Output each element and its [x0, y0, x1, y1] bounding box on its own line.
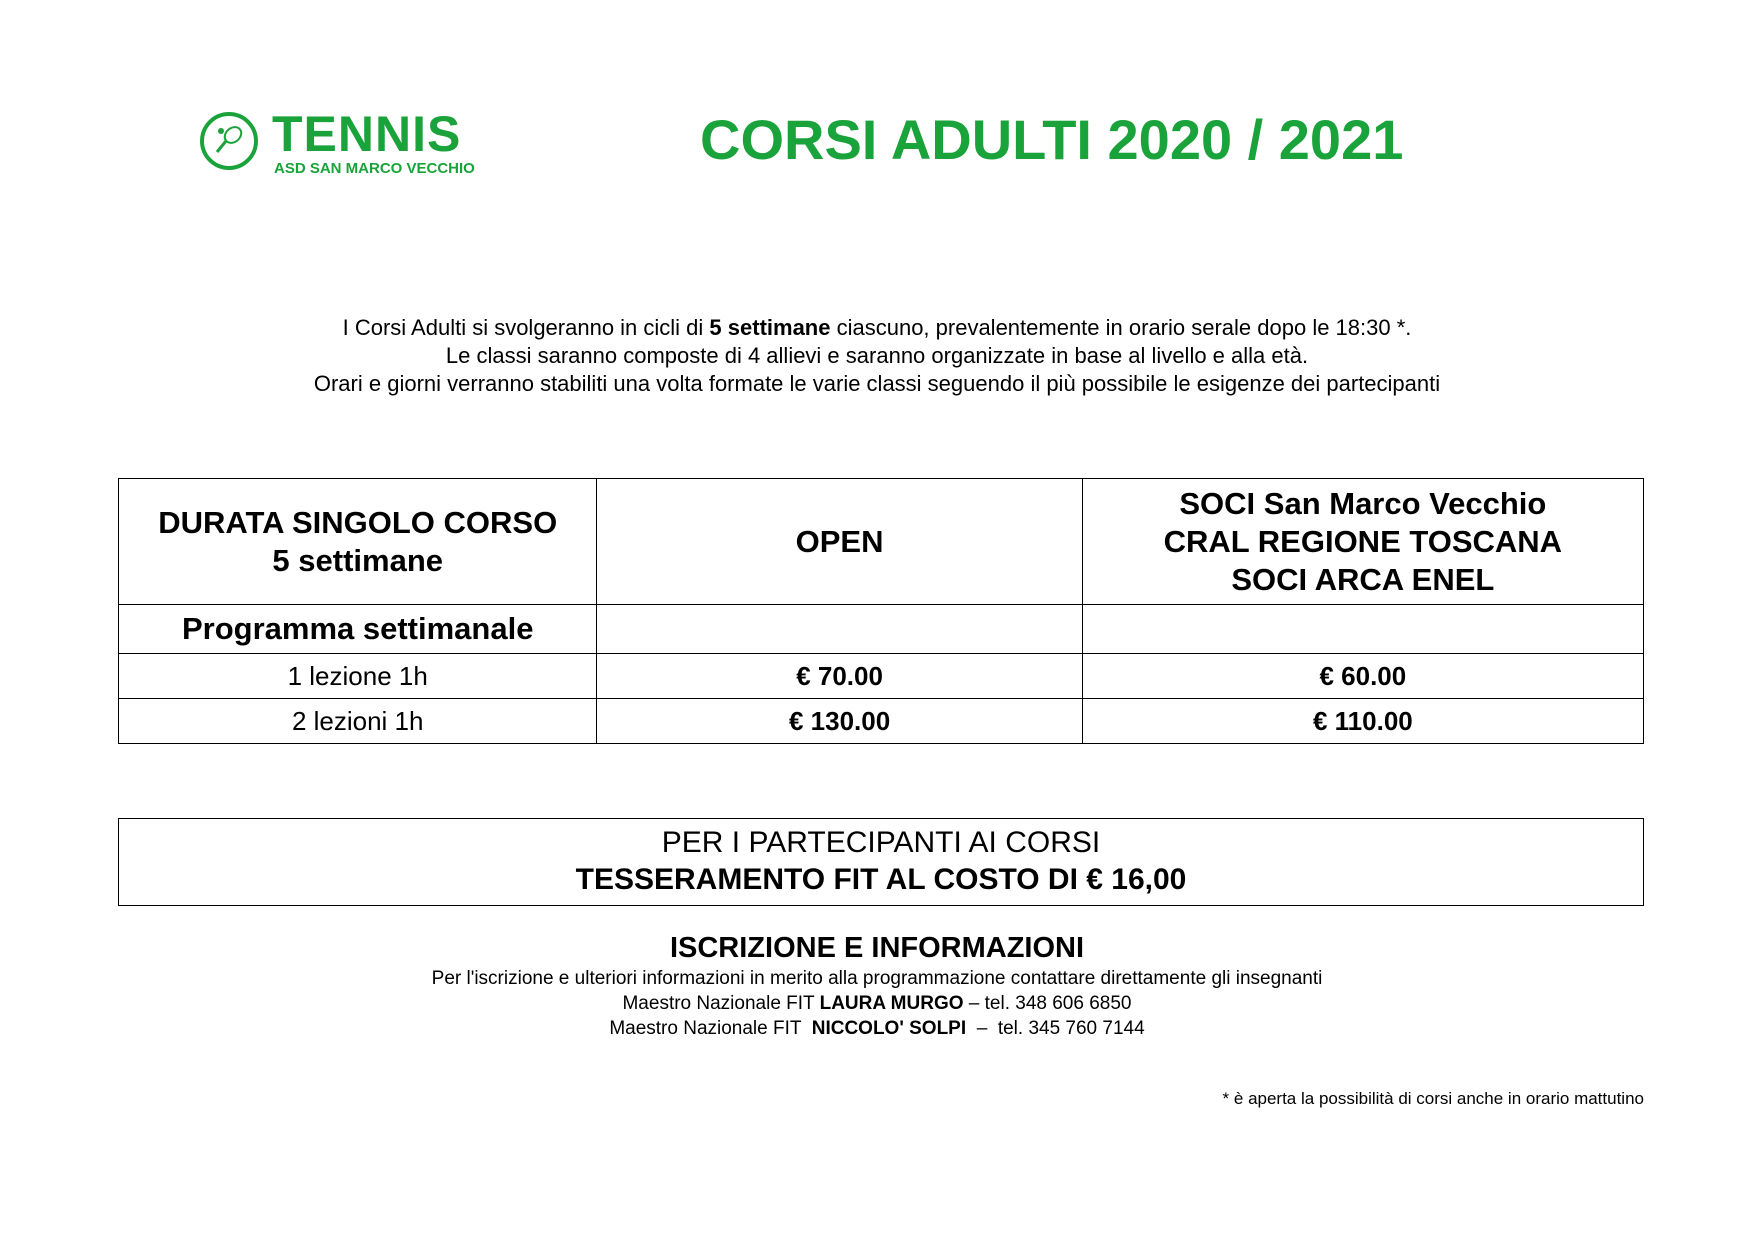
- intro-line-3: Orari e giorni verranno stabiliti una volta formate le varie classi seguendo il più possibile le esigenze dei partecipanti: [313, 371, 1441, 396]
- info-title: ISCRIZIONE E INFORMAZIONI: [669, 932, 1085, 964]
- teacher-phone: – tel. 345 760 7144: [966, 1018, 1145, 1039]
- intro-line-2: Le classi saranno composte di 4 allievi e saranno organizzate in base al livello e alla età.: [445, 343, 1309, 368]
- header-open: OPEN: [597, 479, 1082, 605]
- intro-line-1: [0, 314, 1754, 342]
- teacher-line: [0, 1016, 1754, 1041]
- program-empty-cell: [1082, 605, 1643, 654]
- logo-word: TENNIS: [272, 106, 462, 162]
- program-label: Programma settimanale: [119, 605, 597, 654]
- price-soci: € 60.00: [1082, 654, 1643, 699]
- page-title: CORSI ADULTI 2020 / 2021: [700, 108, 1404, 171]
- header-soci-line1: SOCI San Marco Vecchio: [1179, 485, 1547, 521]
- program-empty-cell: [597, 605, 1082, 654]
- logo: [200, 108, 480, 180]
- teacher-name: LAURA MURGO: [819, 993, 964, 1014]
- row-label: 2 lezioni 1h: [119, 699, 597, 744]
- fit-line-2: TESSERAMENTO FIT AL COSTO DI € 16,00: [575, 863, 1187, 896]
- intro-line-1-end: ciascuno, prevalentemente in orario serale dopo le 18:30 *.: [830, 315, 1412, 340]
- teacher-role: Maestro Nazionale FIT: [622, 993, 820, 1014]
- price-soci: € 110.00: [1082, 699, 1643, 744]
- teacher-role: Maestro Nazionale FIT: [609, 1018, 812, 1039]
- tennis-racket-icon: [200, 112, 258, 170]
- logo-subtitle: ASD SAN MARCO VECCHIO: [274, 160, 475, 177]
- fit-line-1: PER I PARTECIPANTI AI CORSI: [661, 826, 1101, 859]
- teacher-line: [0, 991, 1754, 1016]
- table-header-row: [119, 479, 1644, 605]
- intro-line-1-bold: 5 settimane: [709, 315, 831, 340]
- fit-membership-box: [118, 818, 1644, 906]
- intro-line-1-start: I Corsi Adulti si svolgeranno in cicli di: [342, 315, 710, 340]
- footnote: * è aperta la possibilità di corsi anche in orario mattutino: [1222, 1089, 1644, 1108]
- header-soci-line3: SOCI ARCA ENEL: [1231, 561, 1495, 597]
- program-row: [119, 605, 1644, 654]
- info-section: [0, 930, 1754, 1041]
- price-open: € 70.00: [597, 654, 1082, 699]
- header-soci: [1082, 479, 1643, 605]
- table-row: [119, 654, 1644, 699]
- info-line: Per l'iscrizione e ulteriori informazioni in merito alla programmazione contattare direttamente gli insegnanti: [431, 968, 1323, 989]
- teacher-name: NICCOLO' SOLPI: [811, 1018, 967, 1039]
- header-duration-line2: 5 settimane: [272, 542, 443, 578]
- price-open: € 130.00: [597, 699, 1082, 744]
- table-row: [119, 699, 1644, 744]
- header-soci-line2: CRAL REGIONE TOSCANA: [1163, 523, 1563, 559]
- header-duration-line1: DURATA SINGOLO CORSO: [158, 504, 558, 540]
- teacher-phone: – tel. 348 606 6850: [963, 993, 1132, 1014]
- intro-text: [0, 314, 1754, 398]
- price-table: [118, 478, 1644, 744]
- row-label: 1 lezione 1h: [119, 654, 597, 699]
- header-duration: [119, 479, 597, 605]
